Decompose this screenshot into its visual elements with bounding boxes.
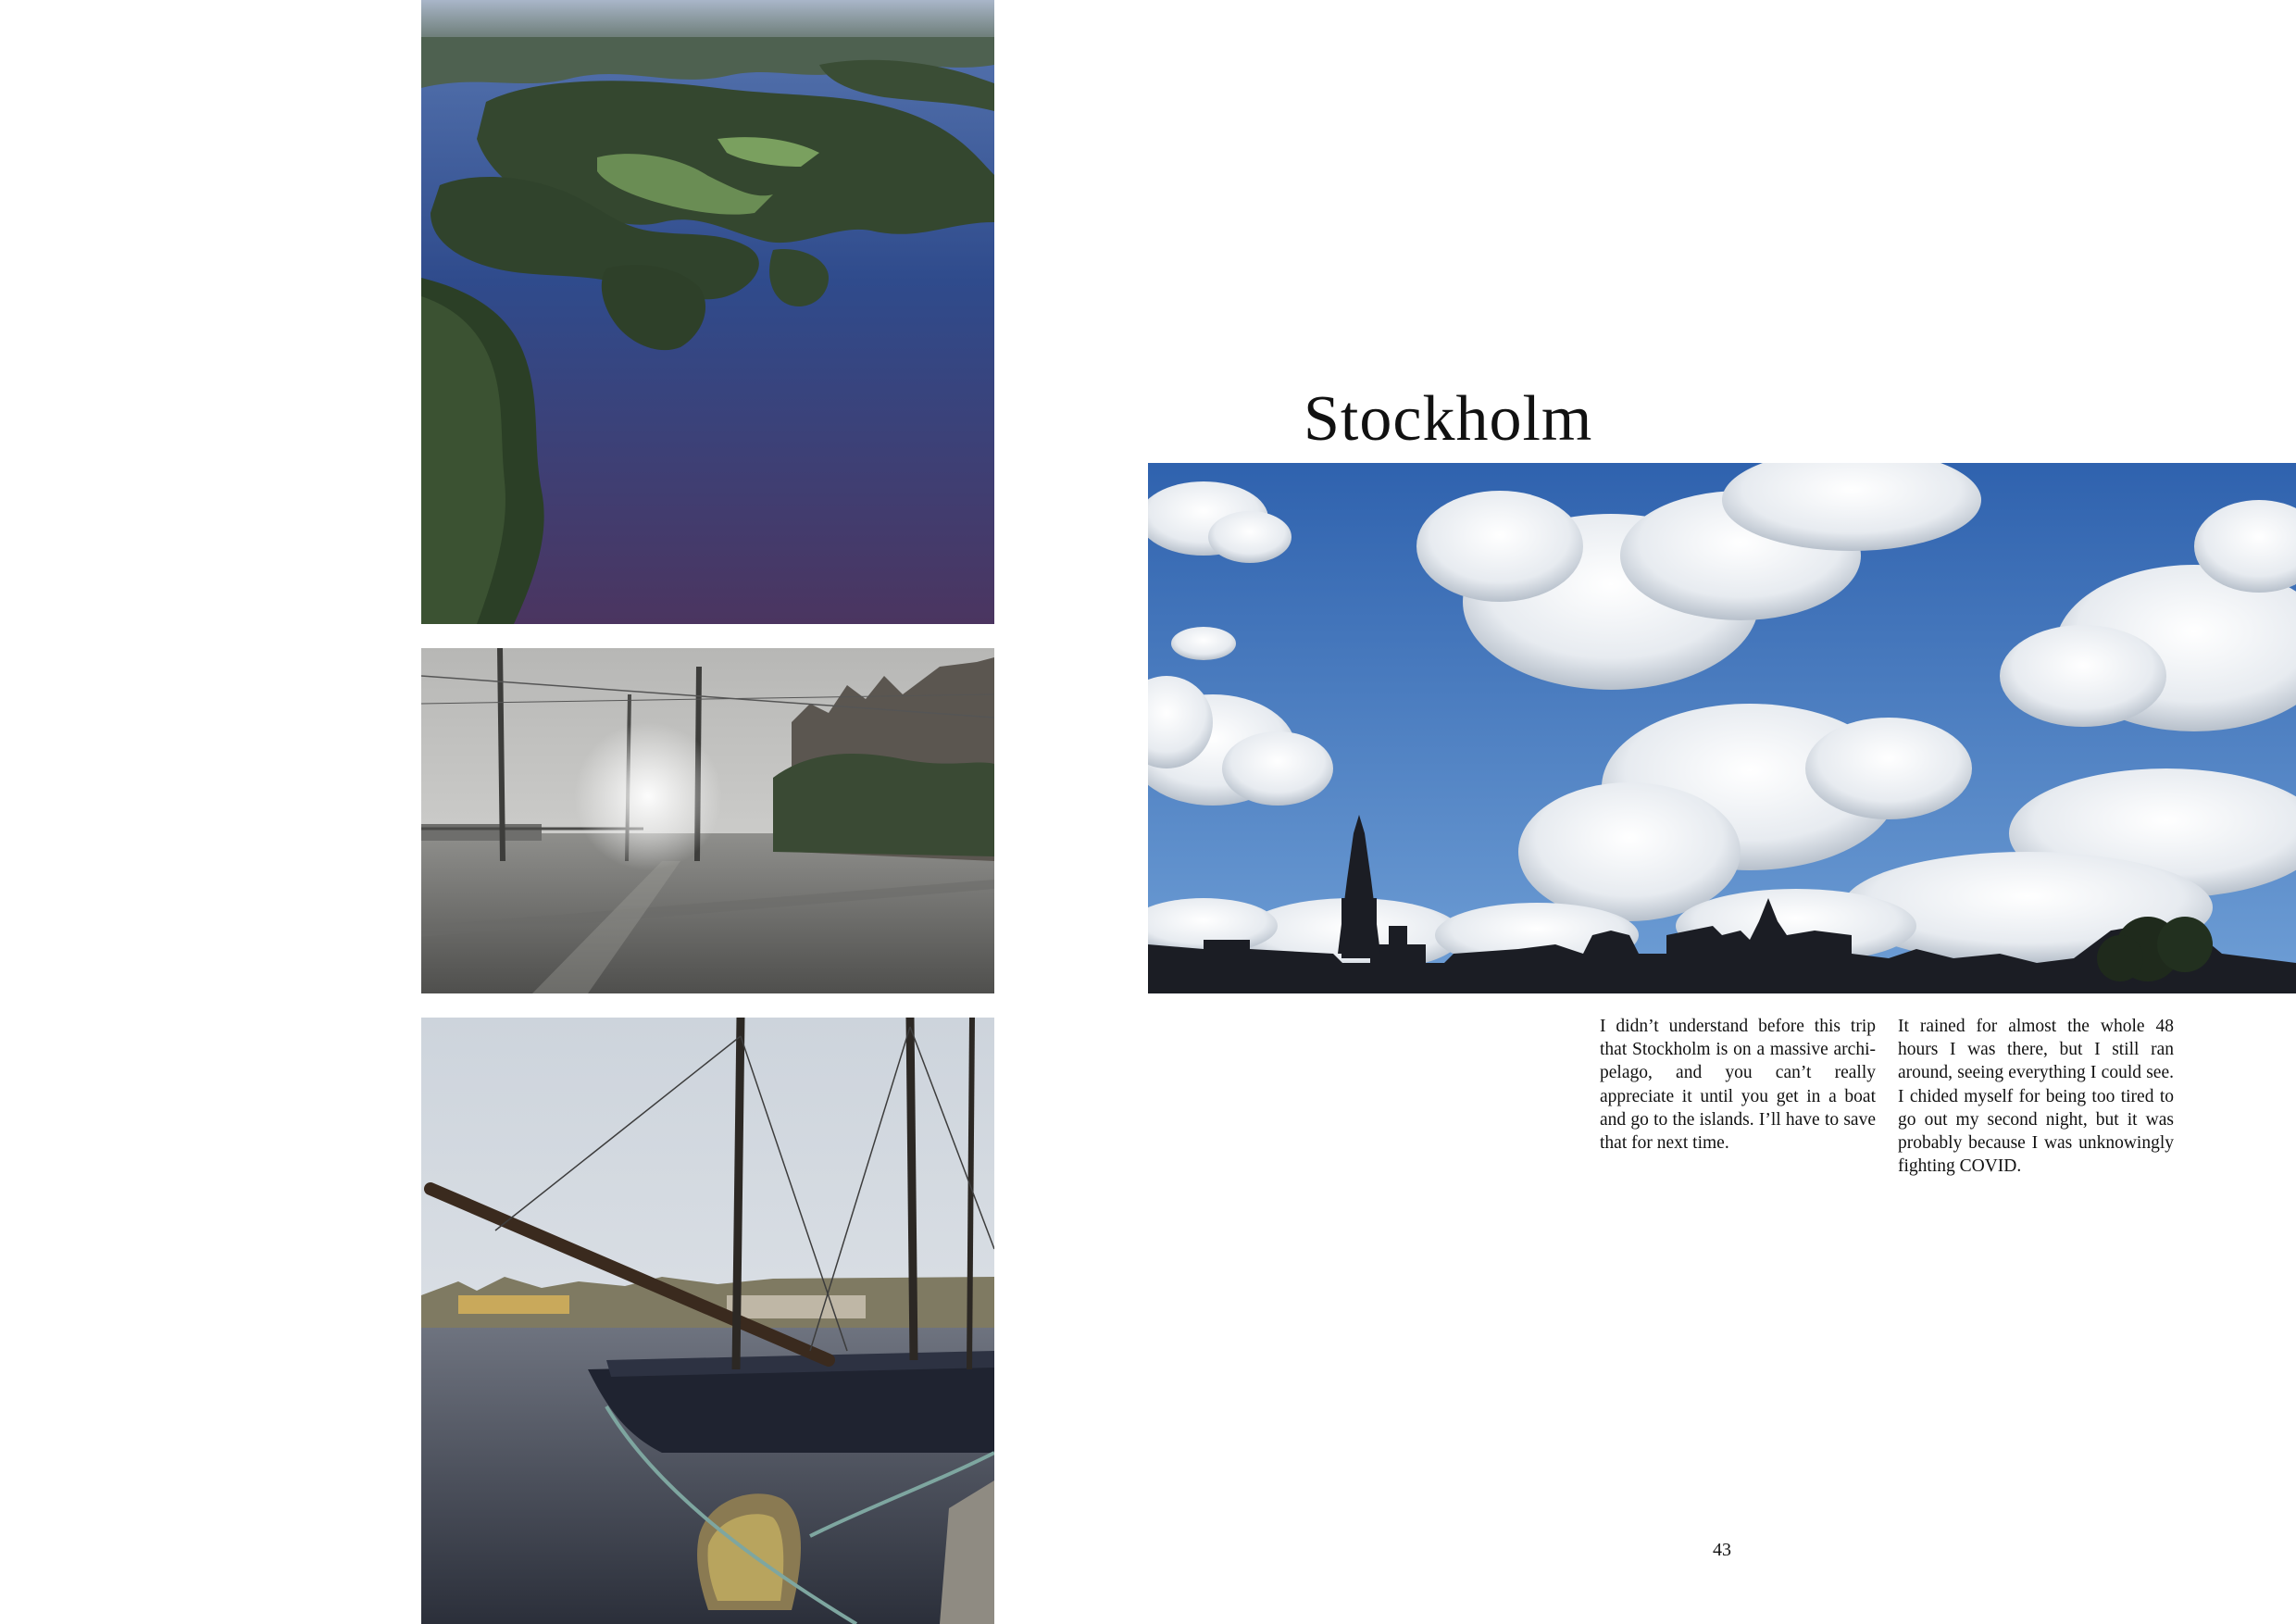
rainy-street-photo <box>421 648 994 993</box>
page-number: 43 <box>1713 1540 1731 1560</box>
text-column-left: I didn’t understand before this trip that Stockholm is on a massive archipelago, and you can’t really appreciate it until you get in a boat and go to the islands. I’ll have to save that for next time. <box>1600 1017 1876 1154</box>
sailboats-harbor-image <box>421 1018 994 1624</box>
sailboats-harbor-photo <box>421 1018 994 1624</box>
text-column-right: It rained for almost the whole 48 hours I was there, but I still ran around, seeing everything I could see. I chided myself for being too tired to go out my second night, but it was probably because I was unknowingly fighting COVID. <box>1898 1017 2174 1177</box>
rainy-street-image <box>421 648 994 993</box>
page-title: Stockholm <box>1304 383 1593 455</box>
aerial-archipelago-image <box>421 0 994 624</box>
skyline-clouds-image <box>1148 463 2296 993</box>
aerial-archipelago-photo <box>421 0 994 624</box>
skyline-clouds-photo <box>1148 463 2296 993</box>
